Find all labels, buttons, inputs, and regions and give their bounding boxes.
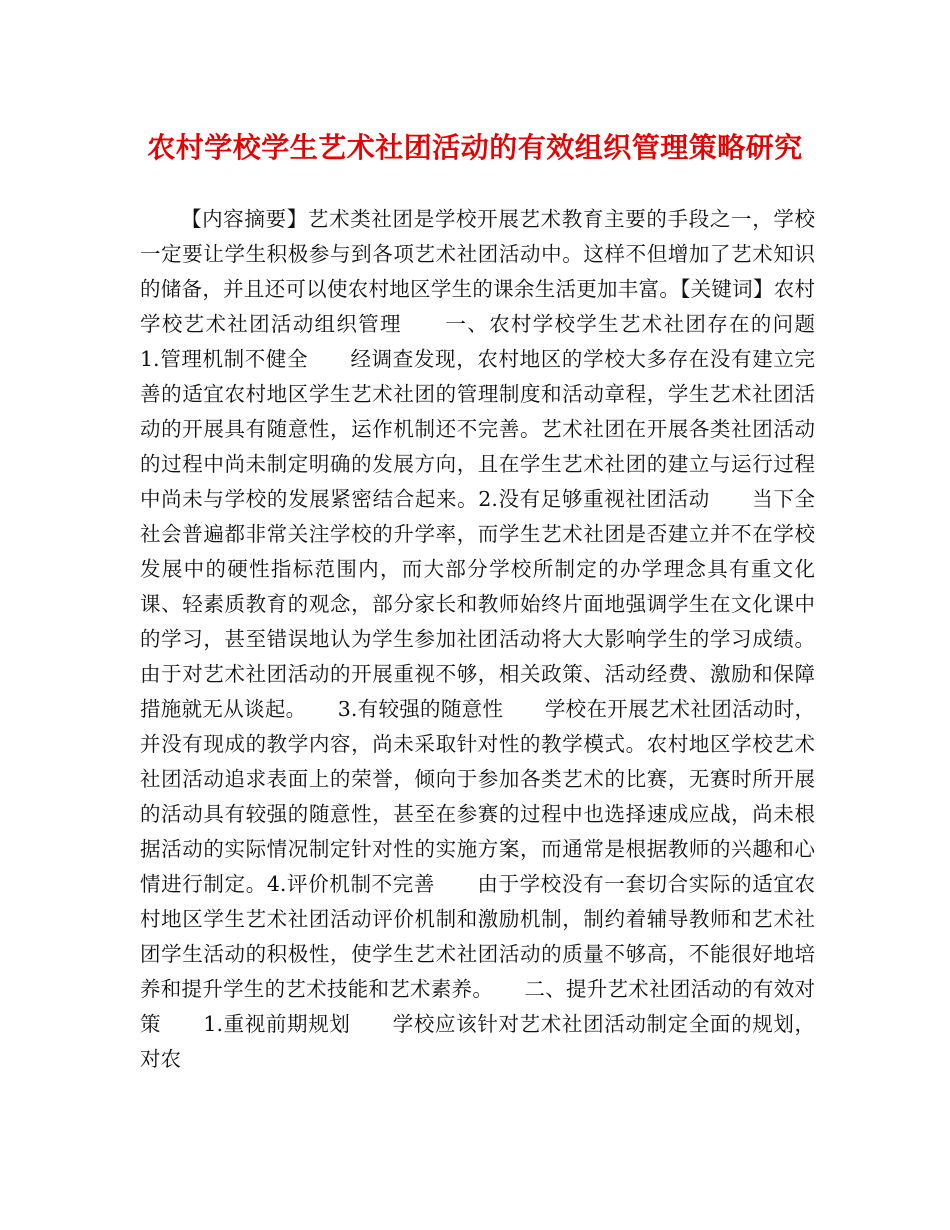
document-body: 【内容摘要】艺术类社团是学校开展艺术教育主要的手段之一，学校一定要让学生积极参与到各项艺术社团活动中。这样不但增加了艺术知识的储备，并且还可以使农村地区学生的课余生活更加丰富。【关键词】农村学校艺术社团活动组织管理 一、农村学校学生艺术社团存在的问题 1.管理机制不健全 经调查发现，农村地区的学校大多存在没有建立完善的适宜农村地区学生艺术社团的管理制度和活动章程，学生艺术社团活动的开展具有随意性，运作机制还不完善。艺术社团在开展各类社团活动的过程中尚未制定明确的发展方向，且在学生艺术社团的建立与运行过程中尚未与学校的发展紧密结合起来。2.没有足够重视社团活动 当下全社会普遍都非常关注学校的升学率，而学生艺术社团是否建立并不在学校发展中的硬性指标范围内，而大部分学校所制定的办学理念具有重文化课、轻素质教育的观念，部分家长和教师始终片面地强调学生在文化课中的学习，甚至错误地认为学生参加社团活动将大大影响学生的学习成绩。由于对艺术社团活动的开展重视不够，相关政策、活动经费、激励和保障措施就无从谈起。 3.有较强的随意性 学校在开展艺术社团活动时，并没有现成的教学内容，尚未采取针对性的教学模式。农村地区学校艺术社团活动追求表面上的荣誉，倾向于参加各类艺术的比赛，无赛时所开展的活动具有较强的随意性，甚至在参赛的过程中也选择速成应战，尚未根据活动的实际情况制定针对性的实施方案，而通常是根据教师的兴趣和心情进行制定。4.评价机制不完善 由于学校没有一套切合实际的适宜农村地区学生艺术社团活动评价机制和激励机制，制约着辅导教师和艺术社团学生活动的积极性，使学生艺术社团活动的质量不够高，不能很好地培养和提升学生的艺术技能和艺术素养。 二、提升艺术社团活动的有效对策 1.重视前期规划 学校应该针对艺术社团活动制定全面的规划，对农 <box>140 207 856 1071</box>
document-title: 农村学校学生艺术社团活动的有效组织管理策略研究 <box>147 131 803 164</box>
